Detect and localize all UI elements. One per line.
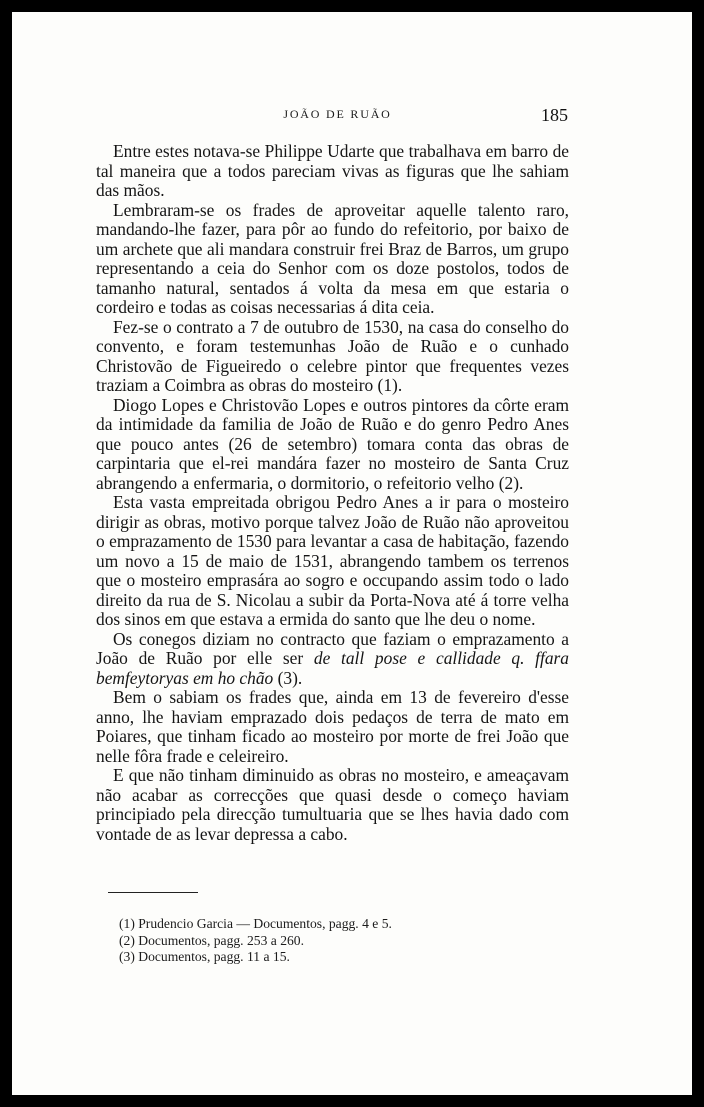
paragraph-5: Esta vasta empreitada obrigou Pedro Anes a ir para o mosteiro dirigir as obras, motivo porque talvez João de Ruão não aproveitou o emprazamento de 1530 para levantar a casa de habitação, fazendo um novo a 15 de maio de 1531, abrangendo tambem os terrenos que o mosteiro emprasára ao sogro e occupando assim todo o lado direito da rua de S. Nicolau a subir da Porta-Nova até á torre velha dos sinos em que estava a ermida do santo que lhe deu o nome. bbox=[96, 492, 569, 629]
paragraph-6-text-after: (3). bbox=[273, 667, 303, 688]
footnote-1: (1) Prudencio Garcia — Documentos, pagg. 4 e 5. bbox=[119, 916, 392, 931]
footnote-3: (3) Documentos, pagg. 11 a 15. bbox=[119, 949, 290, 964]
paragraph-1: Entre estes notava-se Philippe Udarte que trabalhava em barro de tal maneira que a todos pareciam vivas as figuras que lhe sahiam das mãos. bbox=[96, 141, 569, 200]
paragraph-8: E que não tinham diminuido as obras no mosteiro, e ameaçavam não acabar as correcções que quasi desde o começo haviam principiado pela direcção tumultuaria que se lhes havia dado com vontade de as levar depressa a cabo. bbox=[96, 765, 569, 844]
page-header bbox=[107, 105, 568, 127]
paragraph-7: Bem o sabiam os frades que, ainda em 13 de fevereiro d'esse anno, lhe haviam emprazado dois pedaços de terra de mato em Poiares, que tinham ficado ao mosteiro por morte de frei João que nelle fôra frade e celeireiro. bbox=[96, 687, 569, 766]
paragraph-4: Diogo Lopes e Christovão Lopes e outros pintores da côrte eram da intimidade da familia de João de Ruão e do genro Pedro Anes que pouco antes (26 de setembro) tomara conta das obras de carpintaria que el-rei mandára fazer no mosteiro de Santa Cruz abrangendo a enfermaria, o dormitorio, o refeitorio velho (2). bbox=[96, 394, 569, 493]
footnote-2: (2) Documentos, pagg. 253 a 260. bbox=[119, 932, 304, 948]
body-text bbox=[96, 142, 569, 844]
page-number: 185 bbox=[541, 105, 568, 125]
running-title: JOÃO DE RUÃO bbox=[283, 107, 392, 121]
paragraph-3: Fez-se o contrato a 7 de outubro de 1530, na casa do conselho do convento, e foram testemunhas João de Ruão e o cunhado Christovão de Figueiredo o celebre pintor que frequentes vezes traziam a Coimbra as obras do mosteiro (1). bbox=[96, 316, 569, 395]
paragraph-6-italic-quote: de tall pose e callidade q. ffara bemfeytoryas em ho chão bbox=[96, 648, 569, 688]
paragraph-6-text-before: Os conegos diziam no contracto que faziam o emprazamento a João de Ruão por elle ser bbox=[96, 628, 569, 668]
paragraph-6 bbox=[96, 630, 569, 689]
paragraph-2: Lembraram-se os frades de aproveitar aquelle talento raro, mandando-lhe fazer, para pôr ao fundo do refeitorio, por baixo de um archete que ali mandara construir frei Braz de Barros, um grupo representando a ceia do Senhor com os doze postolos, todos de tamanho natural, sentados á volta da mesa em que estaria o cordeiro e todas as coisas necessarias á dita ceia. bbox=[96, 199, 569, 317]
footnote-divider bbox=[108, 892, 198, 893]
book-page bbox=[12, 12, 692, 1095]
footnotes bbox=[119, 916, 559, 966]
